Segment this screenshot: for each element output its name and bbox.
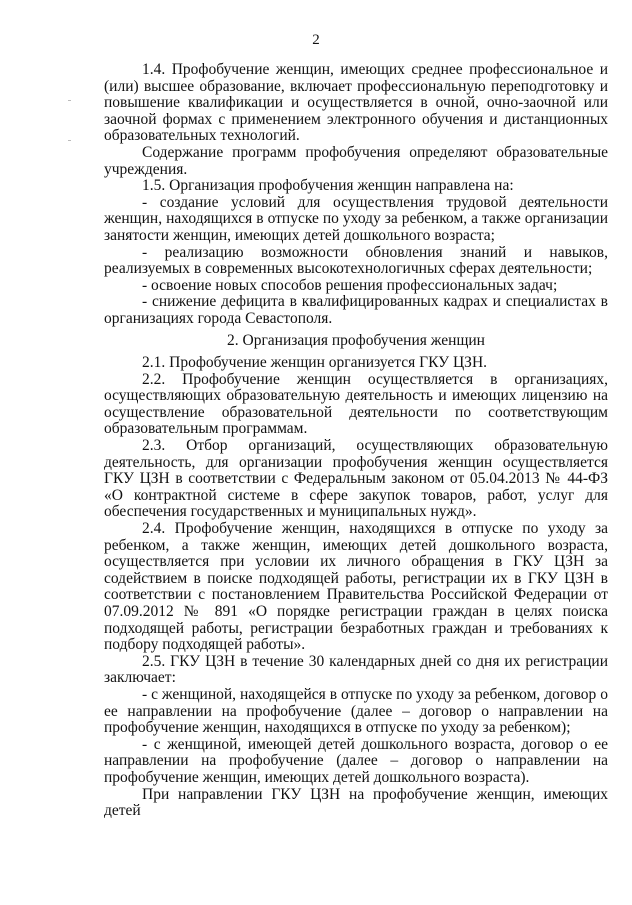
paragraph-2-3: 2.3. Отбор организаций, осуществляющих образовательную деятельность, для организации профобучения женщин осуществляется ГКУ ЦЗН в соответствии с Федеральным законом от 05.04.2013 № 44-ФЗ «О контрактной системе в сфере закупок товаров, работ, услуг для обеспечения государственных и муниципальных нужд». [104, 437, 608, 521]
scan-mark [68, 140, 71, 141]
paragraph-1-5: 1.5. Организация профобучения женщин направлена на: [142, 177, 514, 195]
list-item: - освоение новых способов решения профессиональных задач; [142, 276, 558, 294]
section-heading: 2. Организация профобучения женщин [227, 331, 485, 349]
list-item: - реализацию возможности обновления знаний и навыков, реализуемых в современных высокотехнологичных сферах деятельности; [104, 243, 608, 278]
paragraph-2-2: 2.2. Профобучение женщин осуществляется в организациях, осуществляющих образовательную деятельность и имеющих лицензию на осуществление образовательной деятельности по соответствующим образовательным программам. [104, 370, 608, 438]
page-number: 2 [312, 32, 320, 48]
paragraph-2-4: 2.4. Профобучение женщин, находящихся в отпуске по уходу за ребенком, а также женщин, имеющих детей дошкольного возраста, осуществляется при условии их личного обращения в ГКУ ЦЗН за содействием в поиске подходящей работы, регистрации их в ГКУ ЦЗН в соответствии с постановлением Правительства Российской Федерации от 07.09.2012 № 891 «О порядке регистрации граждан в целях поиска подходящей работы, регистрации безработных граждан и требованиях к подбору подходящей работы». [104, 520, 608, 654]
list-item: - снижение дефицита в квалифицированных кадрах и специалистах в организациях города Севастополя. [104, 293, 608, 327]
paragraph-2-5: 2.5. ГКУ ЦЗН в течение 30 календарных дней со дня их регистрации заключает: [104, 652, 608, 687]
paragraph-continued: При направлении ГКУ ЦЗН на профобучение женщин, имеющих детей [104, 785, 608, 820]
paragraph-2-1: 2.1. Профобучение женщин организуется ГКУ ЦЗН. [142, 354, 488, 372]
list-item: - с женщиной, имеющей детей дошкольного возраста, договор о ее направлении на профобучение (далее – договор о направлении на профобучение женщин, имеющих детей дошкольного возраста). [104, 735, 608, 786]
list-item: - с женщиной, находящейся в отпуске по уходу за ребенком, договор о ее направлении на профобучение (далее – договор о направлении на профобучение женщин, находящихся в отпуске по уходу за ребенком); [104, 685, 608, 737]
paragraph-1-4: 1.4. Профобучение женщин, имеющих среднее профессиональное и (или) высшее образование, включает профессиональную переподготовку и повышение квалификации и осуществляется в очной, очно-заочной или заочной формах с применением электронного обучения и дистанционных образовательных технологий. [104, 61, 608, 145]
scan-mark [68, 100, 71, 101]
paragraph-content: Содержание программ профобучения определяют образовательные учреждения. [104, 143, 608, 178]
list-item: - создание условий для осуществления трудовой деятельности женщин, находящихся в отпуске по уходу за ребенком, а также организации занятости женщин, имеющих детей дошкольного возраста; [104, 193, 608, 244]
document-body [104, 62, 608, 820]
